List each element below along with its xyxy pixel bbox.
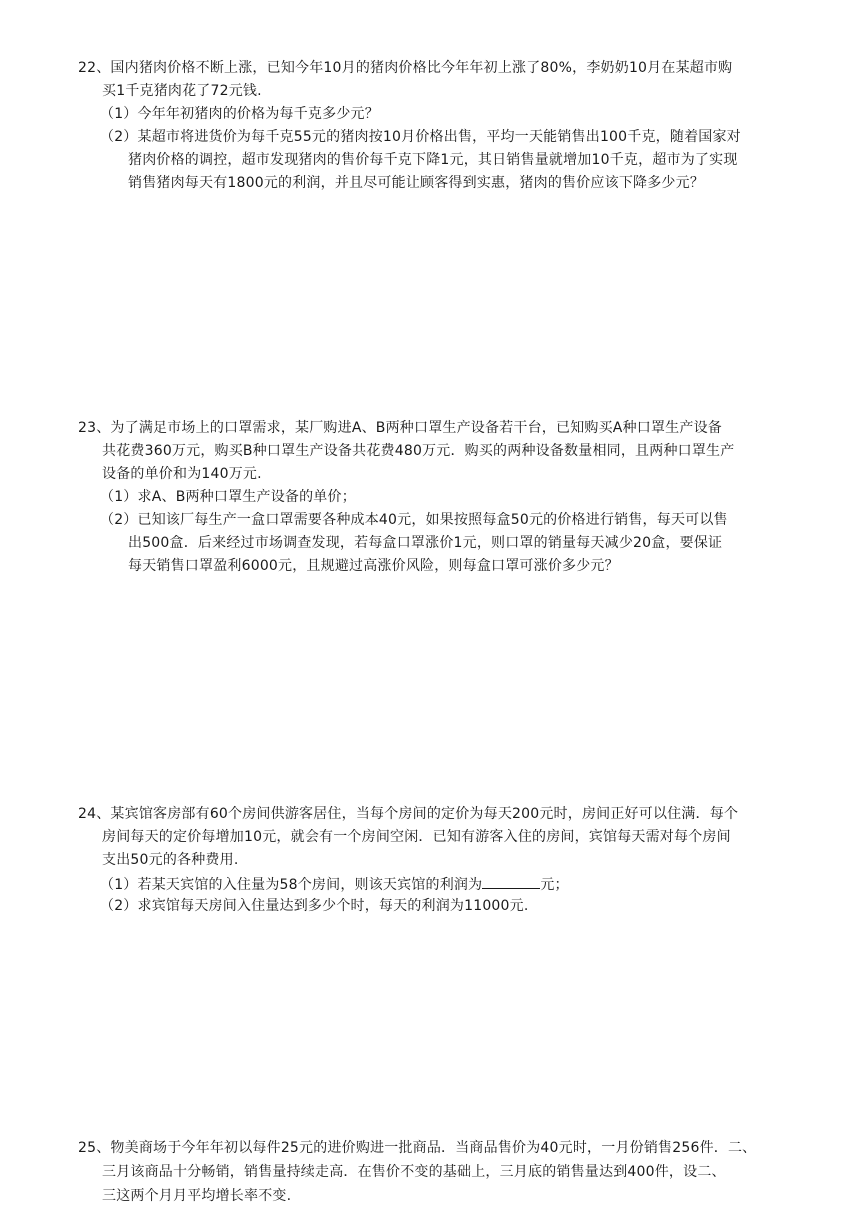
- part-label: （1）: [100, 877, 138, 893]
- question-22-number: 22、: [78, 60, 111, 76]
- question-22-part-1: （1）今年年初猪肉的价格为每千克多少元？: [100, 106, 379, 122]
- part-label: （2）: [100, 898, 138, 914]
- question-24-number: 24、: [78, 806, 111, 822]
- part-label: （2）: [100, 512, 138, 528]
- question-23-part-2-line-1: （2）已知该厂每生产一盒口罩需要各种成本40元，如果按照每盒50元的价格进行销售，每天可以售: [100, 512, 728, 528]
- answer-space-24[interactable]: [78, 925, 800, 1125]
- question-23-stem-line-2: 共花费360万元，购买B种口罩生产设备共花费480万元．购买的两种设备数量相同，且两种口罩生产: [102, 443, 735, 459]
- question-25-stem-line-2: 三月该商品十分畅销，销售量持续走高．在售价不变的基础上，三月底的销售量达到400件，设二、: [102, 1164, 726, 1180]
- question-23-part-1: （1）求A、B两种口罩生产设备的单价；: [100, 489, 356, 505]
- question-23-stem-line-3: 设备的单价和为140万元.: [102, 466, 262, 482]
- question-24-stem-line-1: 24、某宾馆客房部有60个房间供游客居住，当每个房间的定价为每天200元时，房间正好可以住满．每个: [78, 806, 739, 822]
- answer-space-22[interactable]: [78, 200, 800, 410]
- question-25-stem-line-1: 25、物美商场于今年年初以每件25元的进价购进一批商品．当商品售价为40元时，一月份销售256件．二、: [78, 1140, 757, 1156]
- question-22-part-2-line-2: 猪肉价格的调控，超市发现猪肉的售价每千克下降1元，其日销售量就增加10千克，超市为了实现: [128, 152, 738, 168]
- question-25-stem-line-3: 三这两个月月平均增长率不变.: [102, 1188, 292, 1204]
- question-22-part-2-line-1: （2）某超市将进货价为每千克55元的猪肉按10月价格出售，平均一天能销售出100千克，随着国家对: [100, 129, 741, 145]
- question-24-stem-line-3: 支出50元的各种费用.: [102, 852, 239, 868]
- part-label: （2）: [100, 129, 138, 145]
- question-22-stem-line-1: 22、国内猪肉价格不断上涨，已知今年10月的猪肉价格比今年年初上涨了80%，李奶奶10月在某超市购: [78, 60, 733, 76]
- question-23-part-2-line-2: 出500盒．后来经过市场调查发现，若每盒口罩涨价1元，则口罩的销量每天减少20盒，要保证: [128, 535, 723, 551]
- question-25-number: 25、: [78, 1140, 111, 1156]
- question-24-part-1: （1）若某天宾馆的入住量为58个房间，则该天宾馆的利润为 元；: [100, 873, 569, 895]
- question-23-part-2-line-3: 每天销售口罩盈利6000元，且规避过高涨价风险，则每盒口罩可涨价多少元？: [128, 558, 619, 574]
- question-24-part-2: （2）求宾馆每天房间入住量达到多少个时，每天的利润为11000元.: [100, 898, 529, 914]
- part-label: （1）: [100, 489, 138, 505]
- question-24-stem-line-2: 房间每天的定价每增加10元，就会有一个房间空闲．已知有游客入住的房间，宾馆每天需对每个房间: [102, 829, 731, 845]
- answer-space-23[interactable]: [78, 585, 800, 795]
- question-23-stem-line-1: 23、为了满足市场上的口罩需求，某厂购进A、B两种口罩生产设备若干台，已知购买A种口罩生产设备: [78, 420, 722, 436]
- question-22-stem-line-2: 买1千克猪肉花了72元钱.: [102, 83, 262, 99]
- question-22-part-2-line-3: 销售猪肉每天有1800元的利润，并且尽可能让顾客得到实惠，猪肉的售价应该下降多少元？: [128, 175, 705, 191]
- part-label: （1）: [100, 106, 138, 122]
- answer-blank[interactable]: [482, 873, 540, 889]
- question-23-number: 23、: [78, 420, 111, 436]
